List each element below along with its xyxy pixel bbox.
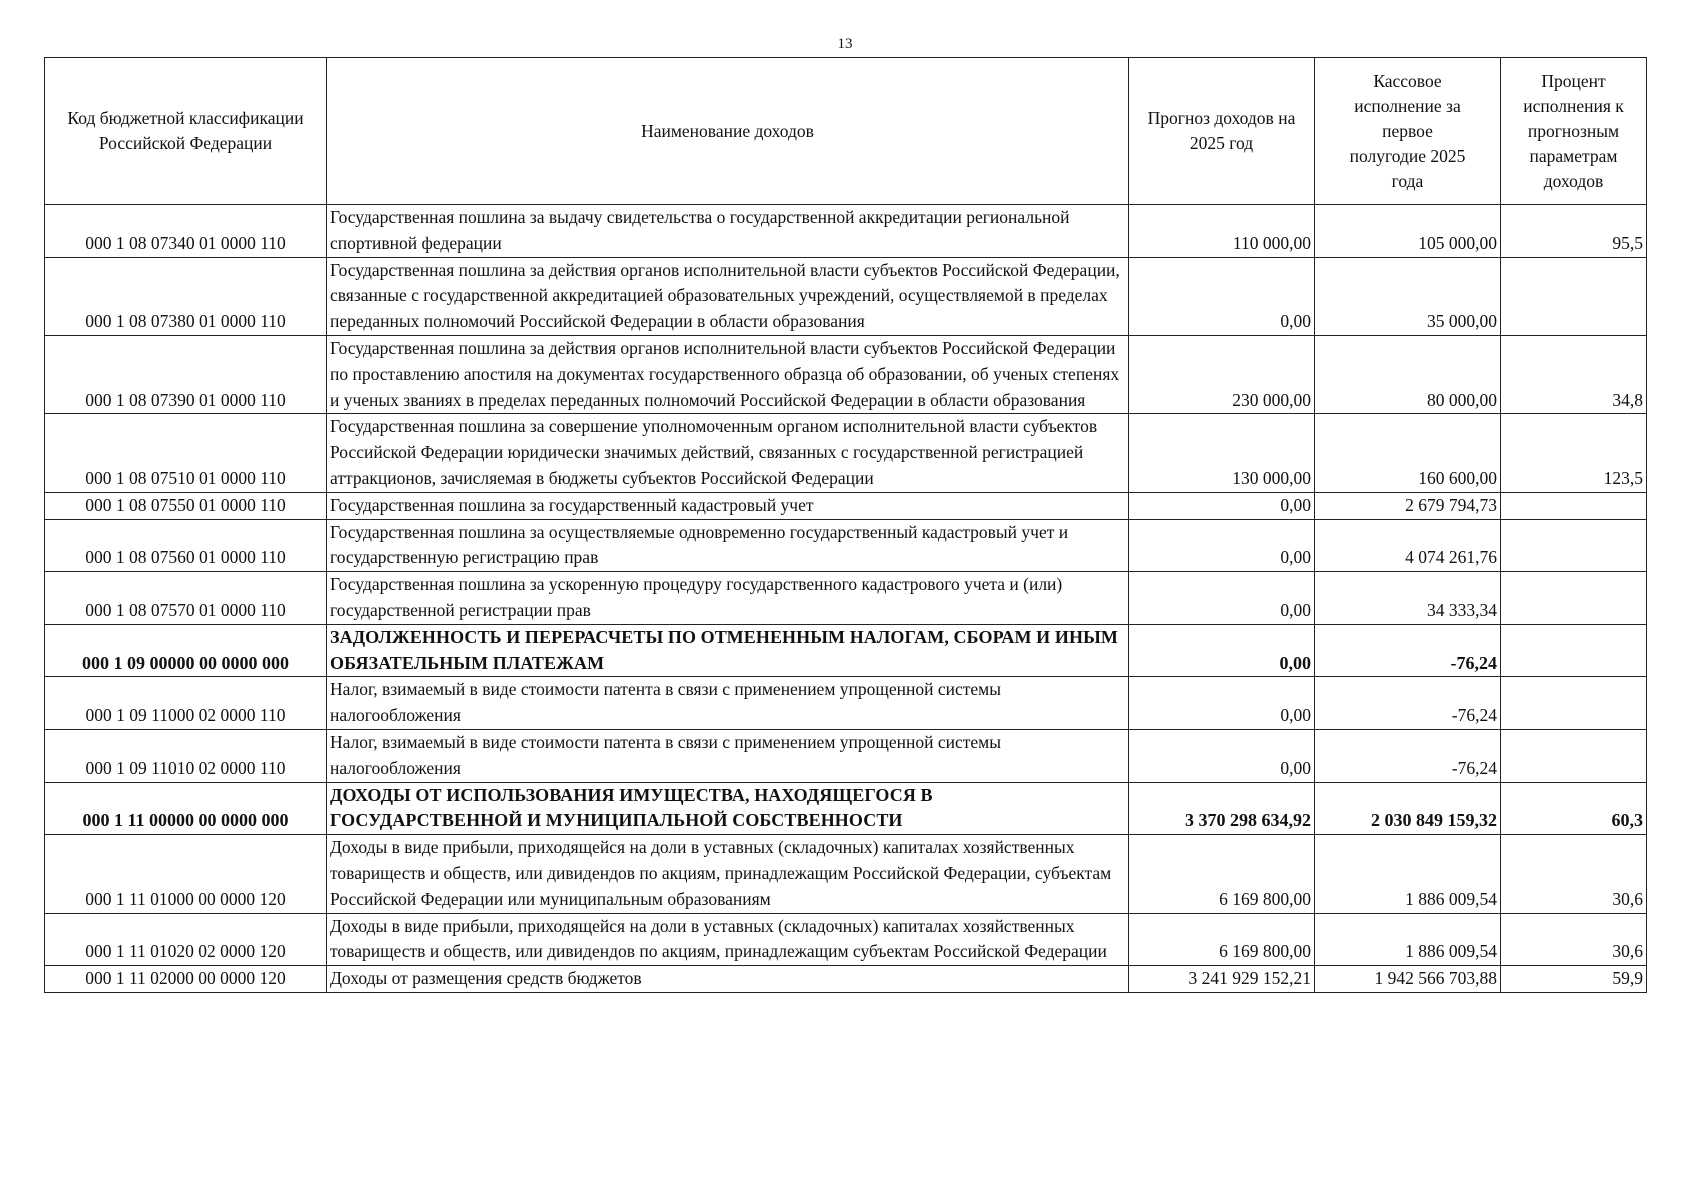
table-row (45, 572, 1647, 625)
cell-pct: 34,8 (1501, 335, 1647, 413)
section-row (45, 624, 1647, 677)
cell-name: Доходы от размещения средств бюджетов (327, 966, 1129, 993)
cell-plan: 0,00 (1129, 492, 1315, 519)
cell-exec: 35 000,00 (1315, 257, 1501, 335)
cell-exec: -76,24 (1315, 624, 1501, 677)
cell-plan: 6 169 800,00 (1129, 835, 1315, 913)
header-plan: Прогноз доходов на 2025 год (1129, 58, 1315, 205)
cell-name: Государственная пошлина за ускоренную процедуру государственного кадастрового учета и (или) государственной регистрации прав (327, 572, 1129, 625)
header-code: Код бюджетной классификации Российской Федерации (45, 58, 327, 205)
cell-code: 000 1 08 07570 01 0000 110 (45, 572, 327, 625)
table-row (45, 729, 1647, 782)
cell-plan: 3 241 929 152,21 (1129, 966, 1315, 993)
header-exec: Кассовое исполнение за первое полугодие 2025 года (1315, 58, 1501, 205)
cell-plan: 110 000,00 (1129, 205, 1315, 258)
cell-pct (1501, 492, 1647, 519)
table-row (45, 492, 1647, 519)
cell-plan: 6 169 800,00 (1129, 913, 1315, 966)
cell-plan: 0,00 (1129, 572, 1315, 625)
cell-pct: 30,6 (1501, 913, 1647, 966)
cell-code: 000 1 09 00000 00 0000 000 (45, 624, 327, 677)
table-row (45, 414, 1647, 492)
cell-name: ЗАДОЛЖЕННОСТЬ И ПЕРЕРАСЧЕТЫ ПО ОТМЕНЕННЫМ НАЛОГАМ, СБОРАМ И ИНЫМ ОБЯЗАТЕЛЬНЫМ ПЛАТЕЖАМ (327, 624, 1129, 677)
cell-name: Государственная пошлина за действия органов исполнительной власти субъектов Российской Федерации, связанные с государственной аккредитацией образовательных учреждений, осуществляемой в пределах переданных полномочий Российской Федерации в области образования (327, 257, 1129, 335)
cell-plan: 230 000,00 (1129, 335, 1315, 413)
table-row (45, 335, 1647, 413)
header-name: Наименование доходов (327, 58, 1129, 205)
cell-plan: 0,00 (1129, 677, 1315, 730)
cell-name: Государственная пошлина за государственный кадастровый учет (327, 492, 1129, 519)
cell-pct (1501, 572, 1647, 625)
cell-code: 000 1 11 01000 00 0000 120 (45, 835, 327, 913)
cell-code: 000 1 08 07380 01 0000 110 (45, 257, 327, 335)
cell-plan: 0,00 (1129, 624, 1315, 677)
cell-exec: 1 886 009,54 (1315, 913, 1501, 966)
cell-pct: 60,3 (1501, 782, 1647, 835)
table-row (45, 966, 1647, 993)
cell-pct: 123,5 (1501, 414, 1647, 492)
cell-exec: 1 886 009,54 (1315, 835, 1501, 913)
table-row (45, 257, 1647, 335)
table-row (45, 205, 1647, 258)
table-row (45, 519, 1647, 572)
cell-plan: 0,00 (1129, 729, 1315, 782)
cell-name: Государственная пошлина за совершение уполномоченным органом исполнительной власти субъектов Российской Федерации юридически значимых действий, связанных с государственной регистрацией аттракционов, зачисляемая в бюджеты субъектов Российской Федерации (327, 414, 1129, 492)
cell-pct: 59,9 (1501, 966, 1647, 993)
cell-plan: 3 370 298 634,92 (1129, 782, 1315, 835)
cell-exec: -76,24 (1315, 677, 1501, 730)
cell-code: 000 1 08 07550 01 0000 110 (45, 492, 327, 519)
cell-exec: 2 679 794,73 (1315, 492, 1501, 519)
cell-code: 000 1 11 02000 00 0000 120 (45, 966, 327, 993)
cell-exec: 80 000,00 (1315, 335, 1501, 413)
cell-pct (1501, 729, 1647, 782)
cell-pct: 30,6 (1501, 835, 1647, 913)
table-row (45, 835, 1647, 913)
cell-code: 000 1 08 07510 01 0000 110 (45, 414, 327, 492)
table-row (45, 677, 1647, 730)
cell-name: Доходы в виде прибыли, приходящейся на доли в уставных (складочных) капиталах хозяйственных товариществ и обществ, или дивидендов по акциям, принадлежащим субъектам Российской Федерации (327, 913, 1129, 966)
cell-code: 000 1 08 07560 01 0000 110 (45, 519, 327, 572)
cell-plan: 0,00 (1129, 257, 1315, 335)
cell-exec: 2 030 849 159,32 (1315, 782, 1501, 835)
cell-code: 000 1 09 11010 02 0000 110 (45, 729, 327, 782)
cell-code: 000 1 09 11000 02 0000 110 (45, 677, 327, 730)
header-row (45, 58, 1647, 205)
cell-code: 000 1 11 01020 02 0000 120 (45, 913, 327, 966)
cell-name: Налог, взимаемый в виде стоимости патента в связи с применением упрощенной системы налогообложения (327, 677, 1129, 730)
cell-plan: 0,00 (1129, 519, 1315, 572)
cell-name: Государственная пошлина за осуществляемые одновременно государственный кадастровый учет и государственную регистрацию прав (327, 519, 1129, 572)
cell-name: Государственная пошлина за действия органов исполнительной власти субъектов Российской Федерации по проставлению апостиля на документах государственного образца об образовании, об ученых степенях и ученых званиях в пределах переданных полномочий Российской Федерации в области образования (327, 335, 1129, 413)
header-pct: Процент исполнения к прогнозным параметрам доходов (1501, 58, 1647, 205)
section-row (45, 782, 1647, 835)
cell-exec: 4 074 261,76 (1315, 519, 1501, 572)
table-header (45, 58, 1647, 205)
table-row (45, 913, 1647, 966)
table-body (45, 205, 1647, 993)
cell-pct (1501, 257, 1647, 335)
revenue-table (44, 57, 1647, 993)
cell-name: ДОХОДЫ ОТ ИСПОЛЬЗОВАНИЯ ИМУЩЕСТВА, НАХОДЯЩЕГОСЯ В ГОСУДАРСТВЕННОЙ И МУНИЦИПАЛЬНОЙ СОБСТВЕННОСТИ (327, 782, 1129, 835)
cell-plan: 130 000,00 (1129, 414, 1315, 492)
cell-pct (1501, 624, 1647, 677)
cell-pct (1501, 519, 1647, 572)
cell-exec: -76,24 (1315, 729, 1501, 782)
cell-name: Государственная пошлина за выдачу свидетельства о государственной аккредитации региональной спортивной федерации (327, 205, 1129, 258)
cell-code: 000 1 11 00000 00 0000 000 (45, 782, 327, 835)
cell-code: 000 1 08 07340 01 0000 110 (45, 205, 327, 258)
cell-exec: 34 333,34 (1315, 572, 1501, 625)
page-number: 13 (837, 36, 853, 52)
cell-code: 000 1 08 07390 01 0000 110 (45, 335, 327, 413)
cell-name: Доходы в виде прибыли, приходящейся на доли в уставных (складочных) капиталах хозяйственных товариществ и обществ, или дивидендов по акциям, принадлежащим Российской Федерации, субъектам Российской Федерации или муниципальным образованиям (327, 835, 1129, 913)
cell-exec: 160 600,00 (1315, 414, 1501, 492)
cell-pct: 95,5 (1501, 205, 1647, 258)
cell-exec: 105 000,00 (1315, 205, 1501, 258)
cell-name: Налог, взимаемый в виде стоимости патента в связи с применением упрощенной системы налогообложения (327, 729, 1129, 782)
cell-exec: 1 942 566 703,88 (1315, 966, 1501, 993)
cell-pct (1501, 677, 1647, 730)
